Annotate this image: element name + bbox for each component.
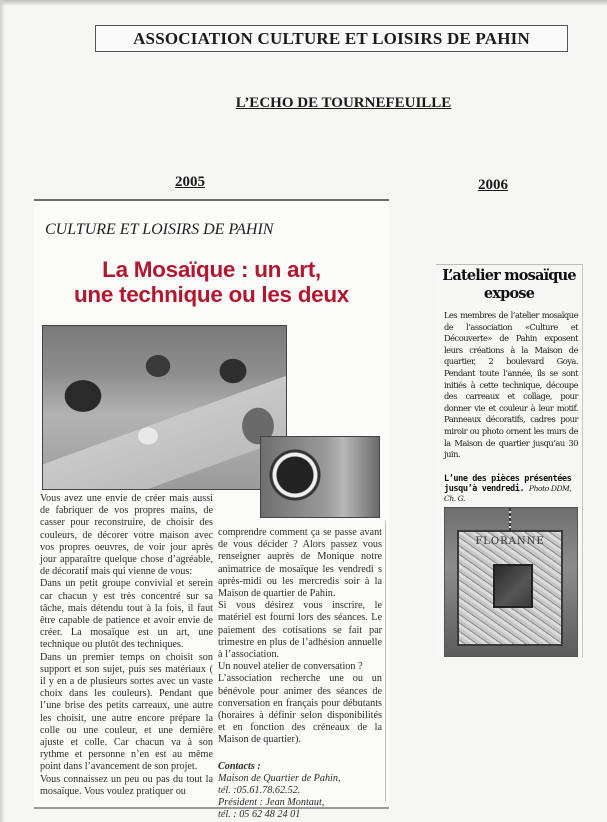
paragraph: Vous connaissez un peu ou pas du tout la mosaïque. Vous voulez pratiquer ou [40,773,213,797]
article-headline [34,257,389,307]
mosaic-mirror-photo [444,507,578,657]
photo-credit: Photo DDM, Ch. G. [444,484,572,503]
scan-shadow-top [0,0,607,6]
article-2006-title [436,267,582,303]
headline-line-1: La Mosaïque : un art, [102,257,321,282]
headline-line-2: une technique ou les deux [73,282,350,307]
contact-line: tél. :05.61.78.62.52. [218,785,301,797]
article-2005-clipping [34,199,389,821]
mosaic-mirror-inset-photo [260,436,380,518]
year-label-2006: 2006 [478,177,508,193]
title-line-1: L’atelier mosaïque [442,267,576,284]
paragraph: Dans un premier temps on choisit son support et son sujet, puis ses matériaux ( il y en a de plusieurs sortes avec un vaste choix dans les couleurs). Pendant que l’une brise des petits carreaux, une autre les choisit, une autre encore prépare la colle ou une couleur, et une dernière ajuste et colle. Car chacun va à son rythme et personne n’en est au même point dans l’avancement de son projet. [40,651,213,773]
caption-text: L’une des pièces présentées jusqu’à vendredi. [444,474,572,494]
paragraph: Dans un petit groupe convivial et serein car chacun y est très concentré sur sa tâche, mais détendu tout à la fois, il faut être capable de patience et avoir envie de créer. La mosaïque est un art, une technique ou plutôt des techniques. [40,578,213,651]
contact-line: tél. : 05 62 48 24 01 [218,809,301,821]
divider [436,264,582,265]
article-2006-clipping [436,264,583,658]
contact-line: Président : Jean Montaut, [218,797,325,809]
paragraph: comprendre comment ça se passe avant de vous décider ? Alors passez vous renseigner auprès de Monique notre animatrice de mosaïque les vendredi s après-midi ou les mercredis soir à la Maison de quartier de Pahin. [218,527,382,600]
article-2006-body: Les membres de l’atelier mosaïque de l’association «Culture et Découverte» de Pahin exposent leurs créations à la Maison de quartier, 2 boulevard Goya. Pendant toute l’année, ils se sont initiés à cette technique, découpe des carreaux et collage, pour donner vie et couleur à leur motif. Panneaux décoratifs, cadres pour miroir ou photo ornent les murs de la Maison de quartier jusqu’au 30 juin. [444,310,578,460]
article-rubric: CULTURE ET LOISIRS DE PAHIN [45,221,274,238]
paragraph: L’association recherche une ou un bénévole pour animer des séances de conversation en français pour débutants (horaires à définir selon disponibilités et en fonction des créneaux de la Maison de quartier). [218,673,382,746]
page-subtitle: L’ECHO DE TOURNEFEUILLE [235,95,452,111]
workshop-photo [42,325,287,490]
chain-icon [509,508,511,530]
article-right-column [218,527,382,822]
mosaic-frame [457,530,563,646]
photo-caption [444,474,578,504]
column-rule [385,521,386,801]
contact-line: Maison de Quartier de Pahin, [218,772,341,784]
paragraph: Un nouvel atelier de conversation ? [218,661,363,673]
mirror-glass [493,564,533,608]
contacts-title: Contacts : [218,760,261,772]
year-label-2005: 2005 [175,174,205,190]
contacts-block [218,761,382,822]
title-line-2: expose [483,285,535,302]
article-left-column [40,493,213,798]
frame-lettering: FLORANNE [475,536,545,547]
paragraph: Si vous désirez vous inscrire, le matériel est fourni lors des séances. Le paiement des cotisations se fait par trimestre en plus de l’adhésion annuelle à l’association. [218,600,382,661]
paragraph: Vous avez une envie de créer mais aussi de fabriquer de vos propres mains, de casser pour reconstruire, de choisir des couleurs, de décorer votre maison avec vos propres oeuvres, de voir jour après jour apparaître quelque chose d’agréable, de décoratif mais qui vienne de vous: [40,493,213,578]
page-header: ASSOCIATION CULTURE ET LOISIRS DE PAHIN [95,25,568,52]
scan-shadow-left [0,0,5,822]
